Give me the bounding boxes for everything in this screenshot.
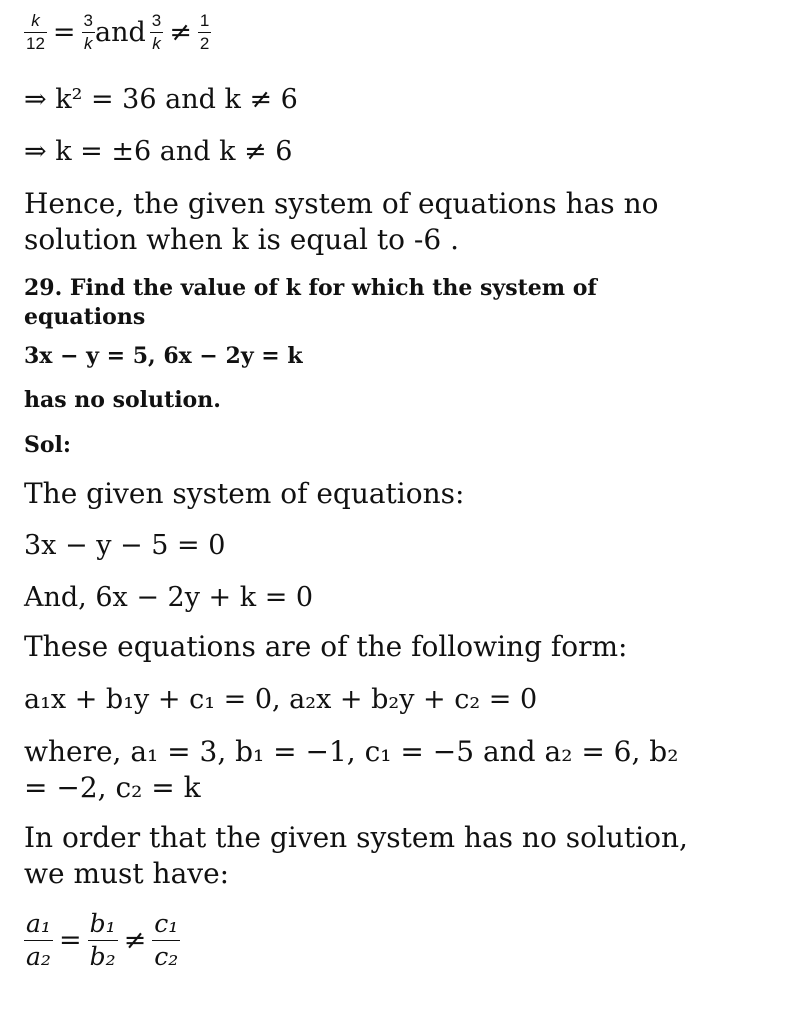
question-ending: has no solution. [24,387,221,413]
denominator: k [84,34,93,53]
not-equal-sign: ≠ [123,925,147,956]
equation-k-squared: ⇒ k² = 36 and k ≠ 6 [24,84,298,115]
solution-label: Sol: [24,432,72,458]
equation-one: 3x − y − 5 = 0 [24,530,226,561]
question-title: 29. Find the value of k for which the system of equations [24,275,597,330]
numerator: k [24,10,47,33]
equals-sign: = [58,925,82,956]
denominator: 12 [26,34,45,53]
fraction-1-over-2 [198,10,211,55]
denominator: a₂ [26,942,51,971]
fraction-3-over-k [82,10,95,55]
conclusion-paragraph: Hence, the given system of equations has no solution when k is equal to -6 . [24,187,659,256]
denominator: 2 [199,34,210,53]
denominator: k [152,34,161,53]
fraction-3-over-k-2 [150,10,163,55]
equation-k-values: ⇒ k = ±6 and k ≠ 6 [24,136,293,167]
solution-intro: The given system of equations: [24,477,465,510]
ratio-condition [24,908,180,973]
fraction-k-over-12 [24,10,47,55]
fraction-c1-over-c2 [152,908,180,973]
equals-sign: = [52,17,76,48]
fraction-condition-line [24,10,211,55]
condition-paragraph: In order that the given system has no solution, we must have: [24,821,688,890]
and-word: and [95,17,146,48]
equation-two: And, 6x − 2y + k = 0 [24,582,314,613]
question-equations: 3x − y = 5, 6x − 2y = k [24,343,303,369]
numerator: a₁ [24,908,53,941]
fraction-a1-over-a2 [24,908,53,973]
numerator: 1 [198,10,211,33]
denominator: c₂ [154,942,179,971]
general-form-equations: a₁x + b₁y + c₁ = 0, a₂x + b₂y + c₂ = 0 [24,684,538,715]
form-statement: These equations are of the following form: [24,630,628,663]
denominator: b₂ [89,942,116,971]
fraction-b1-over-b2 [88,908,118,973]
numerator: c₁ [152,908,180,941]
coefficients-paragraph: where, a₁ = 3, b₁ = −1, c₁ = −5 and a₂ = 6, b₂ = −2, c₂ = k [24,735,679,804]
numerator: 3 [82,10,95,33]
not-equal-sign: ≠ [169,17,192,48]
numerator: 3 [150,10,163,33]
numerator: b₁ [88,908,118,941]
